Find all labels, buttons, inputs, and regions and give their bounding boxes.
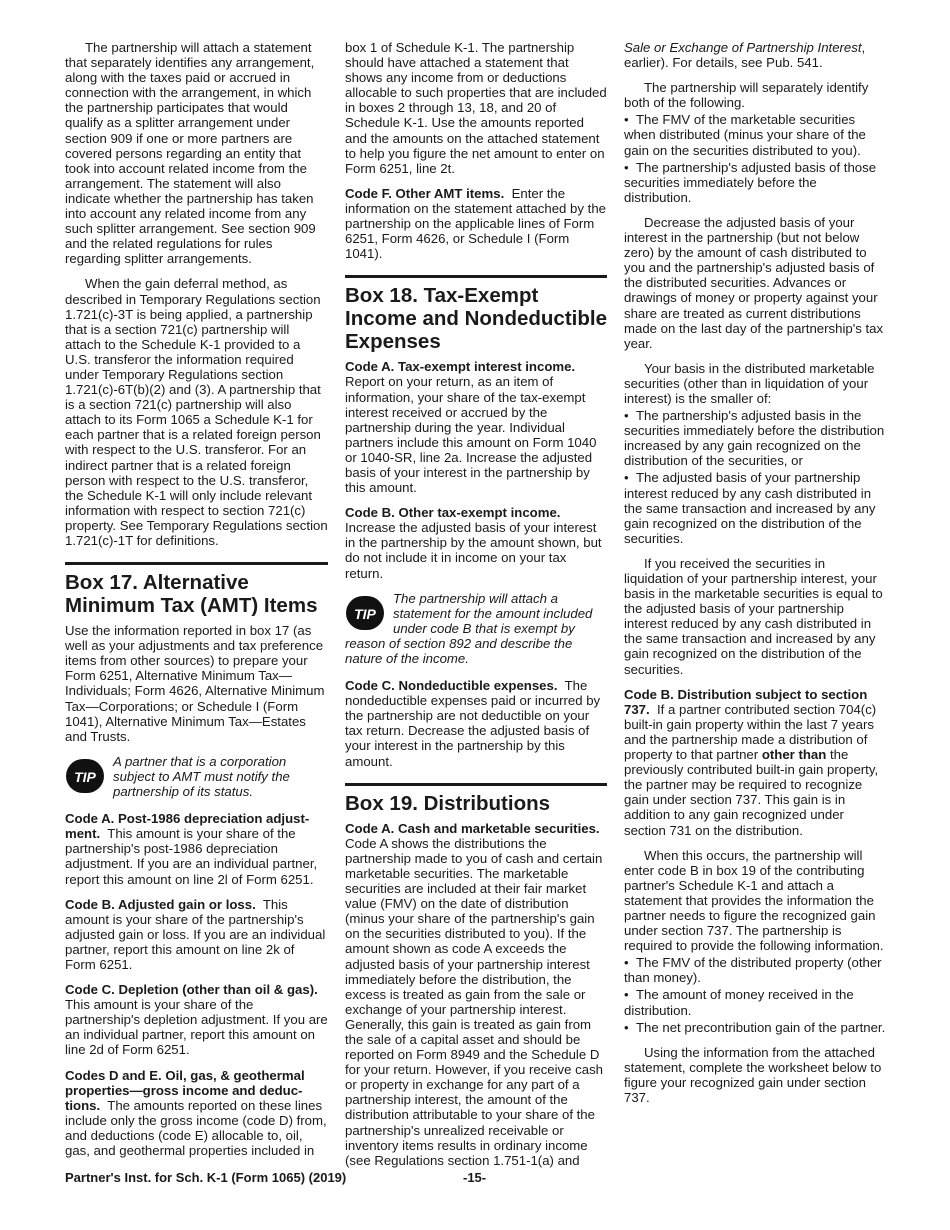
paragraph-basis-smaller: Your basis in the distributed marketable securities (other than in liquidation of your interest) is the smaller of:	[624, 360, 875, 406]
column-1	[65, 40, 328, 1168]
box18-heading: Box 18. Tax-Exempt Income and Nondeductible Expenses	[345, 284, 607, 354]
code-a-cash-securities: Code A. Cash and marketable securities. Code A shows the distributions the partnership made to you of cash and certain marketable securities. The marketable securities are included at their fair market value (FMV) on the date of distribution (minus your share of the partnership's gain on the securities distributed to you). If the amount shown as code A exceeds the adjusted basis of your partnership interest immediately before the distribution, the excess is treated as gain from the sale or exchange of your partnership interest. Generally, this gain is treated as gain from the sale of a capital asset and should be reported on Form 8949 and the Schedule D for your return. However, if you receive cash or property in exchange for any part of a partnership interest, the amount of the distribution attributable to your share of the partnership's unrealized receivable or inventory items results in ordinary income (see Regulations section 1.751-1(a) and	[345, 820, 603, 1168]
paragraph-gain-deferral: When the gain deferral method, as described in Temporary Regulations section 1.721(c)-3T is being applied, a partnership that is a section 721(c) partnership will attach to the Schedule K-1 provided to a U.S. transferor the information required under Temporary Regulations section 1.721(c)-6T(b)(2) and (3). A partnership that is a section 721(c) partnership will also attach to its Form 1065 a Schedule K-1 for each partner that is a related foreign person with respect to the U.S. transferor. For an indirect partner that is a related foreign person with respect to the U.S. transferor, the Schedule K-1 will only include relevant information with respect to section 721(c) property. See Temporary Regulations section 1.721(c)-1T for definitions.	[65, 276, 328, 548]
footer-title: Partner's Inst. for Sch. K-1 (Form 1065) (2019)	[65, 1170, 347, 1185]
list-item: • The FMV of the marketable securities when distributed (minus your share of the gain on the securities distributed to you).	[624, 112, 866, 158]
tip-text-corporation: A partner that is a corporation subject to AMT must notify the partnership of its status.	[113, 753, 290, 800]
code-b-other-tax-exempt: Code B. Other tax-exempt income. Increase the adjusted basis of your interest in the partnership by the amount shown, but do not include it in income on your tax return.	[345, 505, 602, 581]
paragraph-decrease-basis: Decrease the adjusted basis of your interest in the partnership (but not below zero) by the amount of cash distributed to you and the partnership's adjusted basis of the distributed securities. Advances or drawings of money or property against your share are treated as current distributions made on the last day of the partnership's tax year.	[624, 214, 884, 351]
paragraph-splitter: The partnership will attach a statement that separately identifies any arrangement, along with the taxes paid or accrued in connection with the arrangement, in which the partnership participates that would qualify as a splitter arrangement under section 909 if one or more partners are covered persons regarding an entity that took into account related income from the arrangement. The statement will also indicate whether the partnership has taken into account any related income from any such splitter arrangement. See section 909 and the related regulations for rules regarding splitter arrangements.	[65, 40, 316, 267]
box17-intro: Use the information reported in box 17 (as well as your adjustments and tax preference items from other sources) to prepare your Form 6251, Alternative Minimum Tax—Individuals; Form 4626, Alternative Minimum Tax—Corporations; or Schedule I (Form 1041), Alternative Minimum Tax—Estates and Trusts.	[65, 623, 325, 744]
code-b-gain-loss: Code B. Adjusted gain or loss. This amount is your share of the partnership's adjusted gain or loss. If you are an individual partner, report this amount on line 2k of Form 6251.	[65, 896, 326, 972]
section-divider	[65, 562, 328, 565]
list-item: • The partnership's adjusted basis in the securities immediately before the distribution increased by any gain recognized on the distribution of the securities, or	[624, 408, 885, 469]
column-2	[345, 40, 607, 1178]
tip-icon	[65, 756, 105, 796]
code-f-other-amt: Code F. Other AMT items. Enter the information on the statement attached by the partnership on the applicable lines of Form 6251, Form 4626, or Schedule I (Form 1041).	[345, 185, 606, 262]
code-b-section-737: Code B. Distribution subject to section 737. If a partner contributed section 704(c) built-in gain property within the last 7 years and the partnership made a distribution of property to that partner other than the previously contributed built-in gain property, the partner may be required to recognize gain under section 737. This gain is in addition to any gain recognized under section 731 on the distribution.	[624, 686, 879, 838]
list-item: • The adjusted basis of your partnership interest reduced by any cash distributed in the same transaction and increased by any gain recognized on the distribution of the securities.	[624, 470, 876, 546]
list-item: • The partnership's adjusted basis of those securities immediately before the distribution.	[624, 159, 877, 205]
bullet-list-identify	[624, 112, 886, 205]
svg-text:TIP: TIP	[74, 768, 96, 785]
paragraph-liquidation: If you received the securities in liquidation of your partnership interest, your basis in the marketable securities is equal to the adjusted basis of your partnership interest reduced by any cash distributed in the same transaction and increased by any gain recognized on the distribution of the securities.	[624, 555, 883, 677]
list-item: • The FMV of the distributed property (other than money).	[624, 955, 882, 986]
column-3	[624, 40, 886, 1115]
paragraph-when-occurs: When this occurs, the partnership will enter code B in box 19 of the contributing partner's Schedule K-1 and attach a statement that provides the information the partner needs to figure the recognized gain under section 737. The partnership is required to provide the following information.	[624, 847, 884, 954]
section-divider	[345, 783, 607, 786]
tip-text-section-892: The partnership will attach a statement for the amount included under code B that is exempt by reason of section 892 and describe the nature of the income.	[345, 590, 593, 666]
tip-box-corporation	[65, 754, 328, 799]
list-item: • The net precontribution gain of the partner.	[624, 1019, 886, 1035]
page-number: -15-	[463, 1170, 487, 1185]
svg-text:TIP: TIP	[354, 605, 376, 622]
paragraph-box1-continued: box 1 of Schedule K-1. The partnership should have attached a statement that shows any income from or deductions allocable to such properties that are included in boxes 2 through 13, 18, and 20 of Schedule K-1. Use the amounts reported and the amounts on the attached statement to help you figure the net amount to enter on Form 6251, line 2t.	[345, 40, 607, 176]
list-item: • The amount of money received in the distribution.	[624, 987, 854, 1018]
codes-d-e-oil-gas: Codes D and E. Oil, gas, & geothermal properties—gross income and deduc-tions. The amounts reported on these lines include only the gross income (code D) from, and deductions (code E) allocable to, oil, gas, and geothermal properties included in	[65, 1067, 327, 1158]
tip-box-section-892	[345, 591, 607, 666]
box17-heading: Box 17. Alternative Minimum Tax (AMT) Items	[65, 571, 318, 618]
bullet-list-info	[624, 955, 886, 1034]
code-a-depreciation: Code A. Post-1986 depreciation adjust-ment. This amount is your share of the partnership's post-1986 depreciation adjustment. If you are an individual partner, report this amount on line 2l of Form 6251.	[65, 811, 318, 887]
paragraph-identify: The partnership will separately identify both of the following.	[624, 80, 869, 111]
code-c-depletion: Code C. Depletion (other than oil & gas). This amount is your share of the partnership's depletion adjustment. If you are an individual partner, report this amount on line 2d of Form 6251.	[65, 982, 328, 1058]
box19-heading: Box 19. Distributions	[345, 791, 551, 815]
paragraph-pub-541: Sale or Exchange of Partnership Interest, earlier). For details, see Pub. 541.	[624, 40, 866, 71]
code-a-tax-exempt-interest: Code A. Tax-exempt interest income. Report on your return, as an item of information, your share of the tax-exempt interest received or accrued by the partnership during the year. Individual partners include this amount on Form 1040 or 1040-SR, line 2a. Increase the adjusted basis of your interest in the partnership by this amount.	[345, 359, 597, 496]
tip-icon	[345, 593, 385, 633]
section-divider	[345, 275, 607, 278]
bullet-list-basis	[624, 408, 886, 546]
paragraph-worksheet: Using the information from the attached statement, complete the worksheet below to figure your recognized gain under section 737.	[624, 1044, 882, 1105]
code-c-nondeductible: Code C. Nondeductible expenses. The nondeductible expenses paid or incurred by the partnership are not deductible on your tax return. Decrease the adjusted basis of your interest in the partnership by this amount.	[345, 678, 601, 769]
